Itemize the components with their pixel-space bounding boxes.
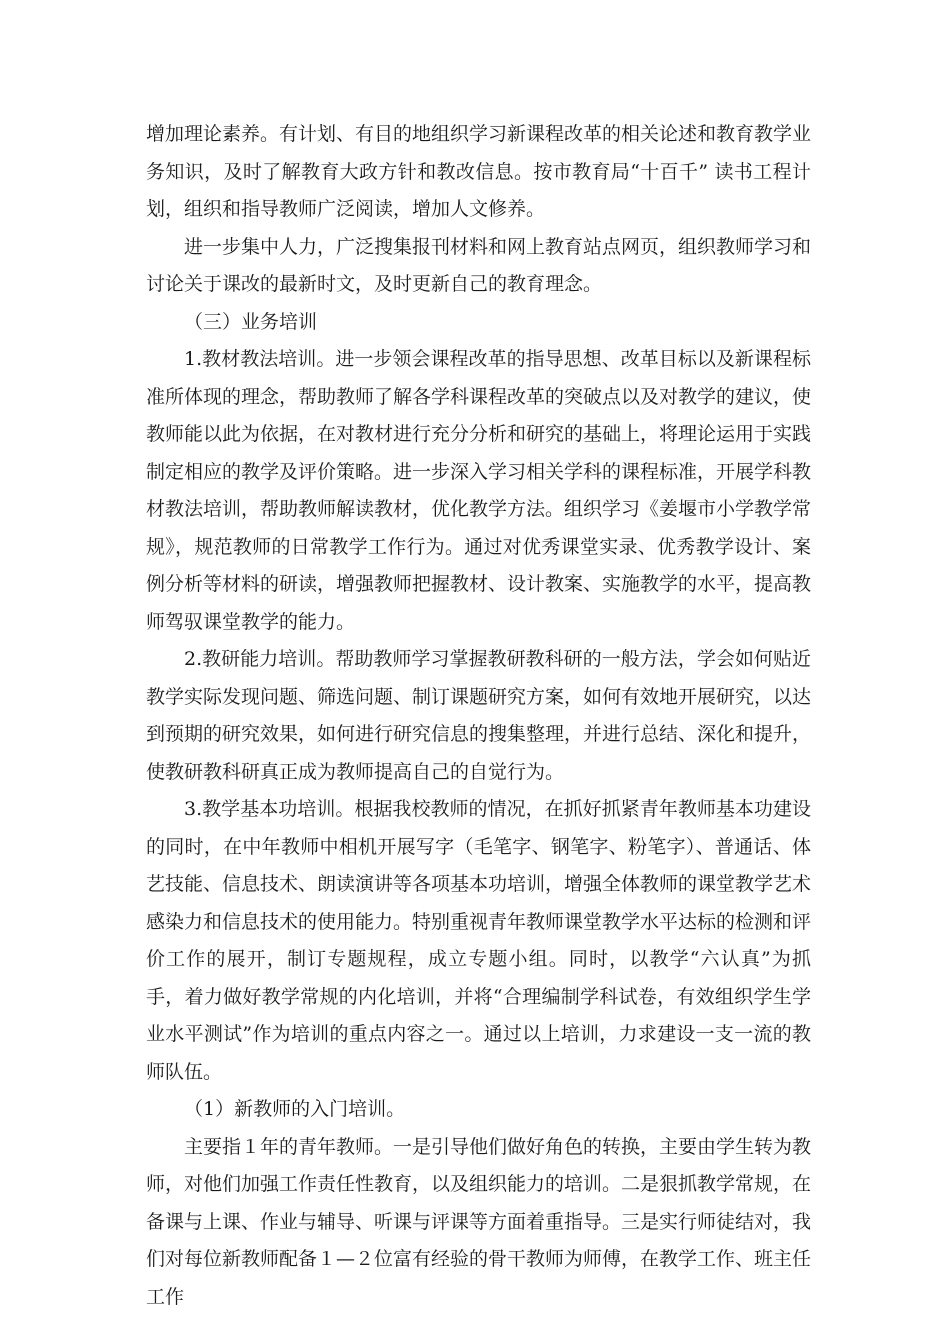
paragraph-collect-materials: 进一步集中人力，广泛搜集报刊材料和网上教育站点网页，组织教师学习和讨论关于课改的最新时文，及时更新自己的教育理念。 — [146, 235, 812, 295]
subheading-new-teacher-training: （1）新教师的入门培训。 — [184, 1098, 406, 1120]
paragraph-new-teacher-details: 主要指１年的青年教师。一是引导他们做好角色的转换，主要由学生转为教师，对他们加强工作责任性教育，以及组织能力的培训。二是狠抓教学常规，在备课与上课、作业与辅导、听课与评课等方面着重指导。三是实行师徒结对，我们对每位新教师配备１—２位富有经验的骨干教师为师傅，在教学工作、班主任工作 — [146, 1135, 812, 1308]
paragraph-textbook-method-training: 1.教材教法培训。进一步领会课程改革的指导思想、改革目标以及新课程标准所体现的理念，帮助教师了解各学科课程改革的突破点以及对教学的建议，使教师能以此为依据，在对教材进行充分分析和研究的基础上，将理论运用于实践制定相应的教学及评价策略。进一步深入学习相关学科的课程标准，开展学科教材教法培训，帮助教师解读教材，优化教学方法。组织学习《姜堰市小学教学常规》，规范教师的日常教学工作行为。通过对优秀课堂实录、优秀教学设计、案例分析等材料的研读，增强教师把握教材、设计教案、实施教学的水平，提高教师驾驭课堂教学的能力。 — [146, 348, 812, 633]
section-heading-business-training: （三）业务培训 — [184, 310, 318, 333]
paragraph-research-ability-training: 2.教研能力培训。帮助教师学习掌握教研教科研的一般方法，学会如何贴近教学实际发现问题、筛选问题、制订课题研究方案，如何有效地开展研究，以达到预期的研究效果，如何进行研究信息的搜集整理，并进行总结、深化和提升，使教研教科研真正成为教师提高自己的自觉行为。 — [146, 648, 812, 783]
paragraph-basic-skills-training: 3.教学基本功培训。根据我校教师的情况，在抓好抓紧青年教师基本功建设的同时，在中年教师中相机开展写字（毛笔字、钢笔字、粉笔字）、普通话、体艺技能、信息技术、朗读演讲等各项基本功培训，增强全体教师的课堂教学艺术感染力和信息技术的使用能力。特别重视青年教师课堂教学水平达标的检测和评价工作的展开，制订专题规程，成立专题小组。同时，以教学“六认真”为抓手，着力做好教学常规的内化培训，并将“合理编制学科试卷，有效组织学生学业水平测试”作为培训的重点内容之一。通过以上培训，力求建设一支一流的教师队伍。 — [146, 798, 812, 1083]
document-body — [146, 116, 811, 1316]
paragraph-theory-literacy: 增加理论素养。有计划、有目的地组织学习新课程改革的相关论述和教育教学业务知识，及时了解教育大政方针和教改信息。按市教育局“十百千” 读书工程计划，组织和指导教师广泛阅读，增加人文修养。 — [146, 123, 812, 220]
